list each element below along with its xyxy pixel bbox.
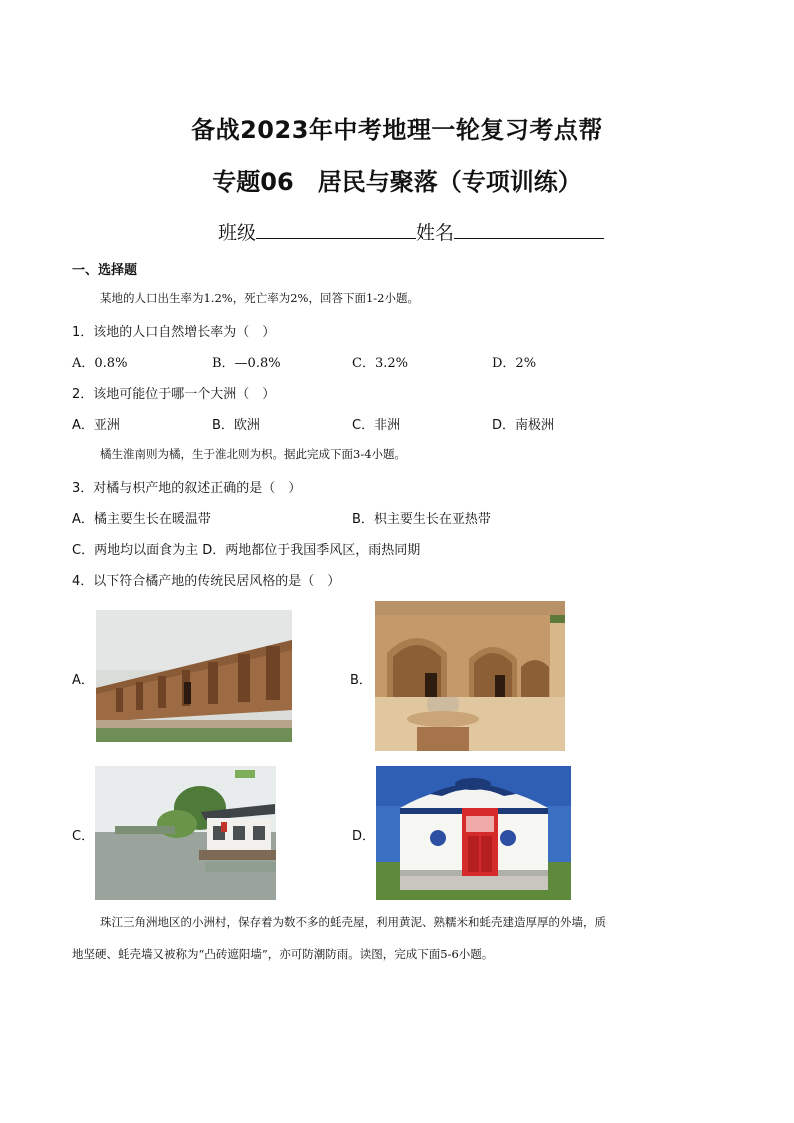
q2-option-a: A．亚洲: [72, 418, 120, 433]
class-label: 班级: [218, 222, 257, 244]
section-heading: 一、选择题: [72, 263, 138, 278]
yurt-image: [376, 766, 571, 900]
q4-label-b: B．: [350, 673, 372, 688]
q2-option-c: C．非洲: [352, 418, 401, 433]
q1-option-c: C．3.2%: [352, 356, 408, 371]
water-town-image: [95, 766, 276, 900]
q1-option-a: A．0.8%: [72, 356, 128, 371]
page-title: 备战2023年中考地理一轮复习考点帮: [191, 116, 603, 144]
class-blank[interactable]: [256, 220, 416, 239]
page-subtitle: 专题06 居民与聚落（专项训练）: [212, 168, 582, 196]
material-3-line-2: 地坚硬、蚝壳墙又被称为“凸砖遮阳墙”，亦可防潮防雨。读图，完成下面5-6小题。: [72, 947, 494, 961]
question-4-stem: 4．以下符合橘产地的传统民居风格的是（ ）: [72, 574, 341, 589]
q3-option-b: B．枳主要生长在亚热带: [352, 512, 491, 527]
name-label: 姓名: [416, 222, 455, 244]
student-info-line: [218, 218, 604, 245]
adobe-wall-house-image: [96, 610, 292, 742]
q4-label-a: A．: [72, 673, 94, 688]
material-2: 橘生淮南则为橘，生于淮北则为枳。据此完成下面3-4小题。: [100, 447, 407, 461]
q3-option-a: A．橘主要生长在暖温带: [72, 512, 211, 527]
material-1: 某地的人口出生率为1.2%，死亡率为2%，回答下面1-2小题。: [100, 291, 419, 305]
name-blank[interactable]: [454, 220, 604, 239]
question-3-stem: 3．对橘与枳产地的叙述正确的是（ ）: [72, 481, 302, 496]
q4-label-d: D．: [352, 829, 376, 844]
question-1-stem: 1．该地的人口自然增长率为（ ）: [72, 325, 276, 340]
q1-option-b: B．—0.8%: [212, 356, 281, 371]
q2-option-b: B．欧洲: [212, 418, 260, 433]
question-2-stem: 2．该地可能位于哪一个大洲（ ）: [72, 387, 276, 402]
q3-option-cd: C．两地均以面食为主 D．两地都位于我国季风区，雨热同期: [72, 543, 421, 558]
q4-label-c: C．: [72, 829, 95, 844]
q2-option-d: D．南极洲: [492, 418, 555, 433]
cave-dwelling-image: [375, 601, 565, 751]
q1-option-d: D．2%: [492, 356, 537, 371]
material-3-line-1: 珠江三角洲地区的小洲村，保存着为数不多的蚝壳屋，利用黄泥、熟糯米和蚝壳建造厚厚的外墙，质: [100, 915, 606, 929]
